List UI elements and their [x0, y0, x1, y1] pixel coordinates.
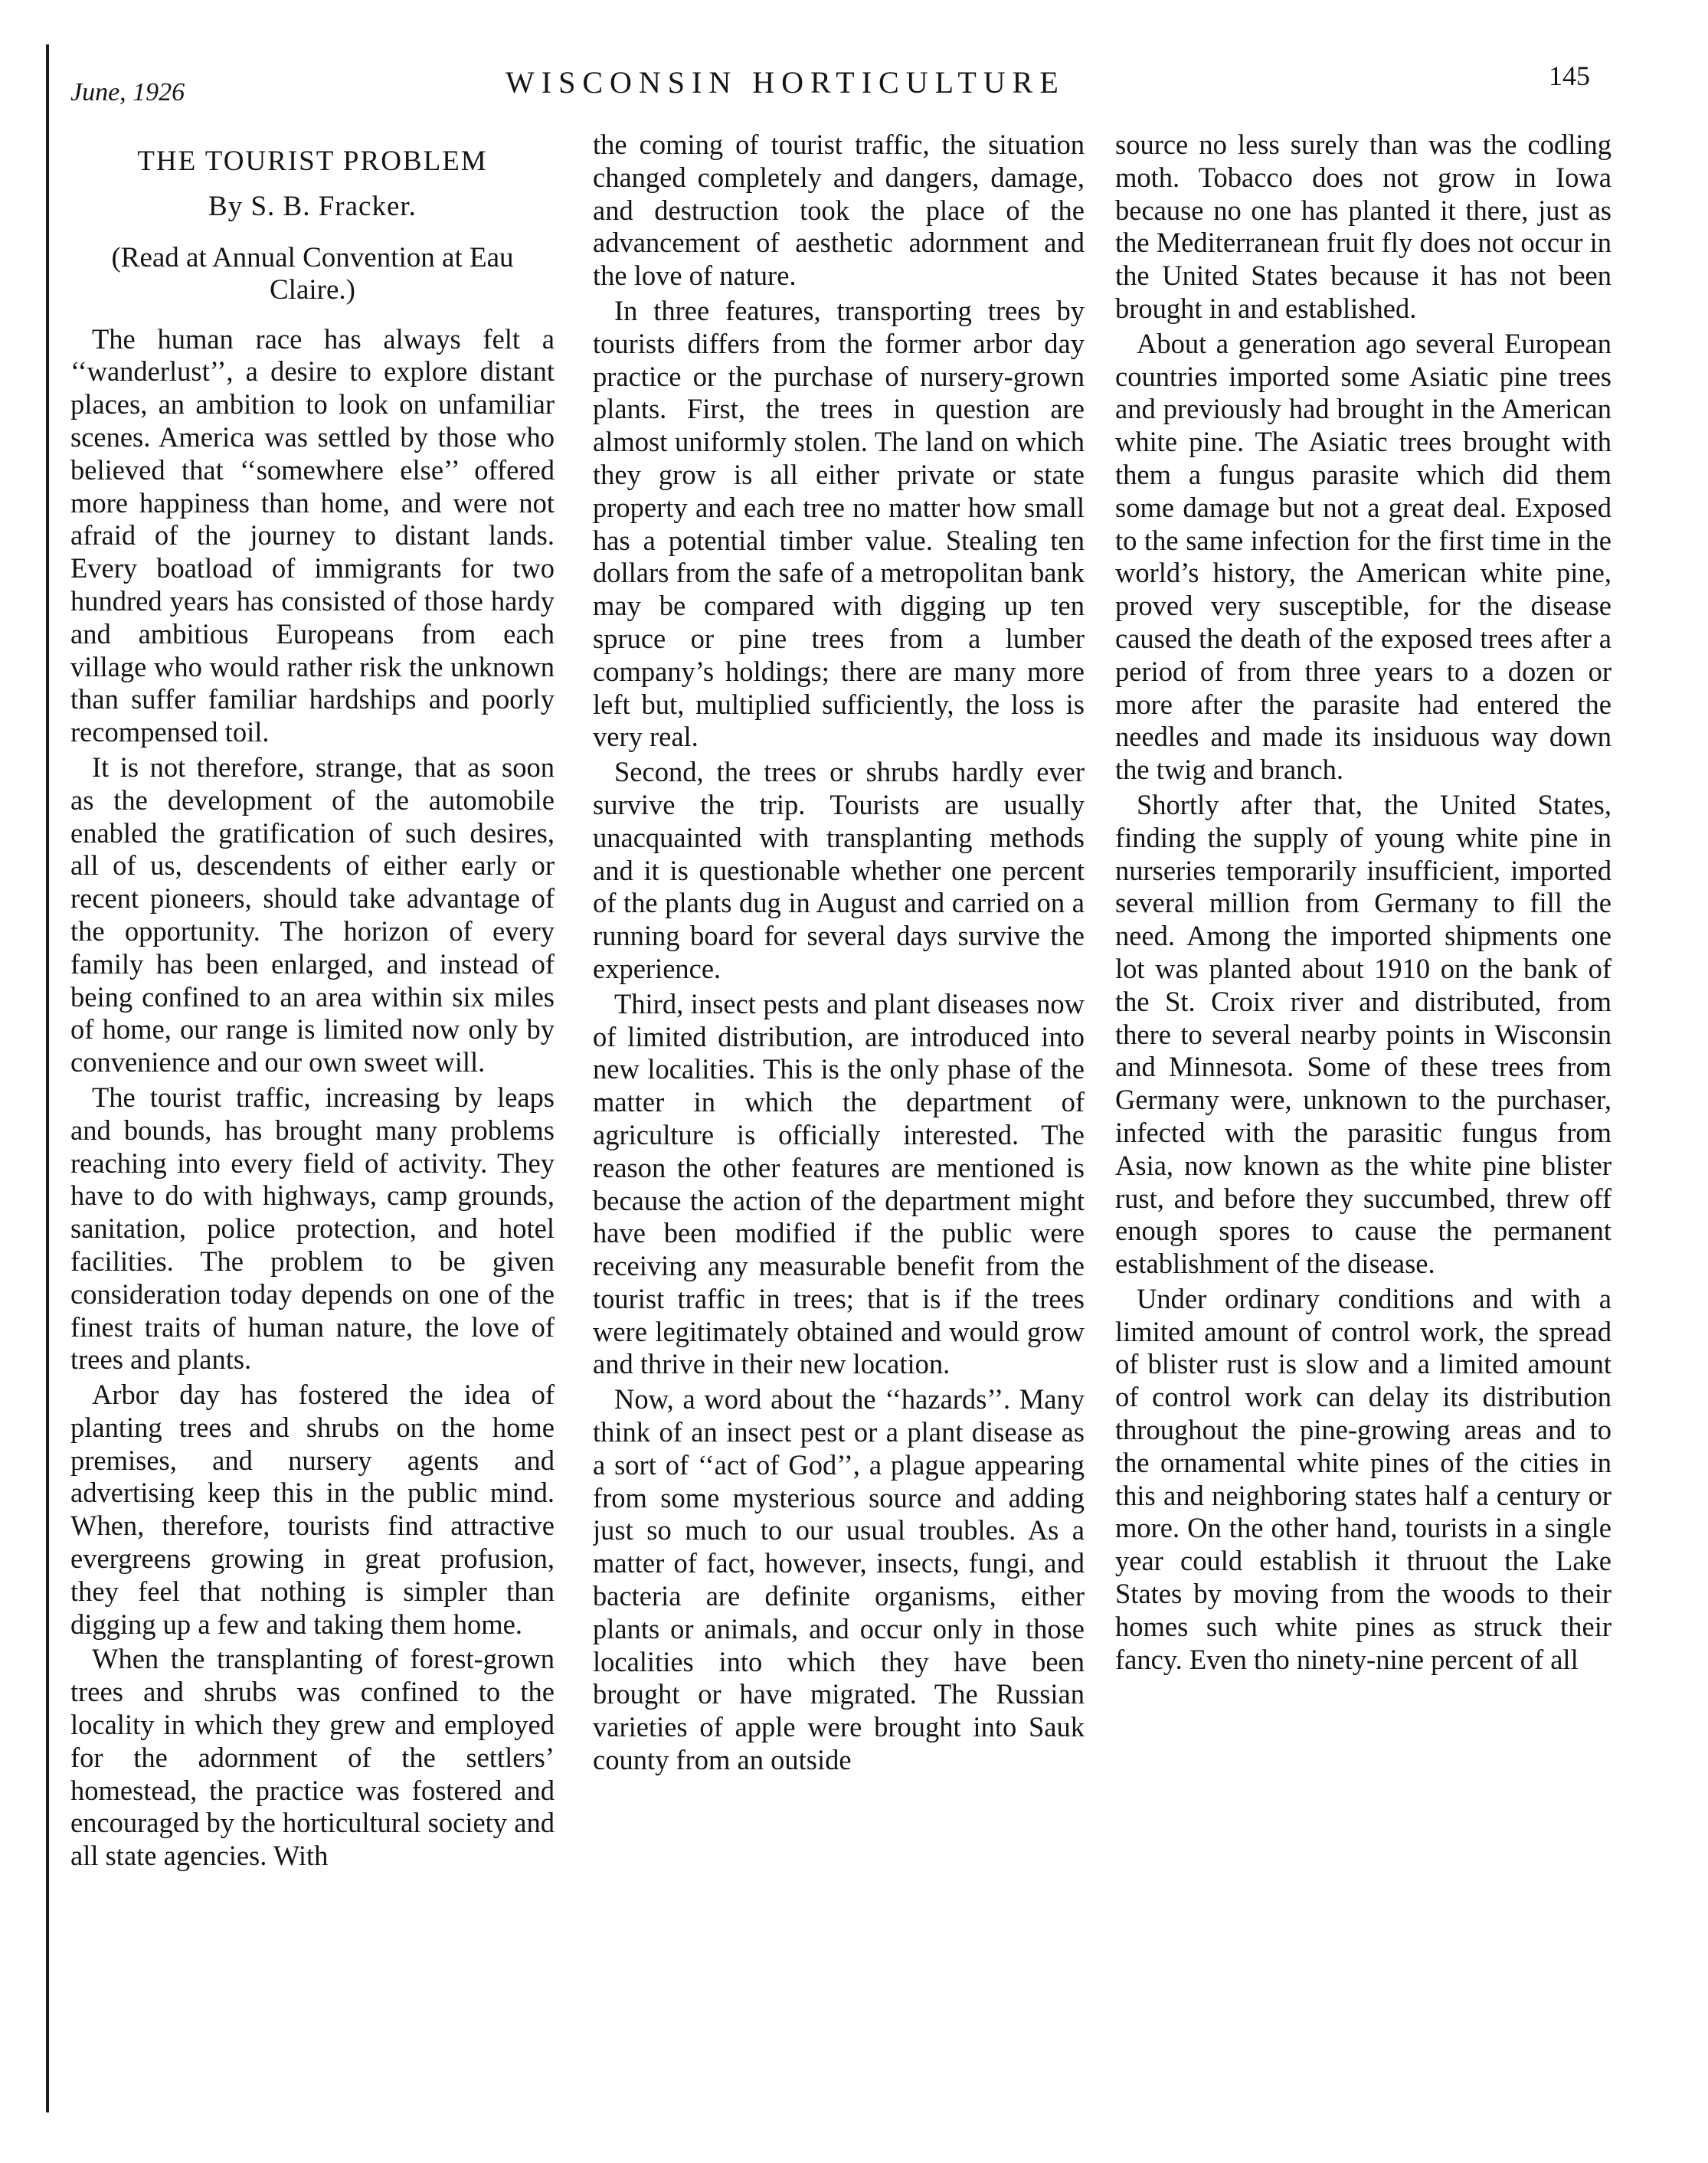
- paragraph: The human race has always felt a ‘‘wanderlust’’, a desire to explore distant places, an ambition to look on unfamiliar scenes. America was settled by those who believed that ‘‘somewhere else’’ offered more happiness than home, and were not afraid of the journey to distant lands. Every boatload of immigrants for two hundred years has consisted of those hardy and ambitious Europeans from each village who would rather risk the unknown than suffer familiar hardships and poorly recompensed toil.: [70, 322, 555, 748]
- text-column-3: [1115, 129, 1611, 2105]
- text-column-1: [70, 129, 555, 2105]
- running-head: [0, 54, 1708, 123]
- text-column-2: [593, 129, 1085, 2105]
- article-read-note: (Read at Annual Convention at Eau Claire.): [111, 241, 514, 306]
- paragraph: In three features, transporting trees by tourists differs from the former arbor day practice or the purchase of nursery-grown plants. First, the trees in question are almost uniformly stolen. The land on which they grow is all either private or state property and each tree no matter how small has a potential timber value. Stealing ten dollars from the safe of a metropolitan bank may be compared with digging up ten spruce or pine trees from a lumber company’s holdings; there are many more left but, multiplied sufficiently, the loss is very real.: [593, 294, 1085, 753]
- paragraph: When the transplanting of forest-grown trees and shrubs was confined to the locality in which they grew and employed for the adornment of the settlers’ homestead, the practice was fostered and encouraged by the horticultural society and all state agencies. With: [70, 1643, 555, 1872]
- paragraph: Shortly after that, the United States, finding the supply of young white pine in nurseries temporarily insufficient, imported several million from Germany to fill the need. Among the imported shipments one lot was planted about 1910 on the bank of the St. Croix river and distributed, from there to several nearby points in Wisconsin and Minnesota. Some of these trees from Germany were, unknown to the purchaser, infected with the parasitic fungus from Asia, now known as the white pine blister rust, and before they succumbed, threw off enough spores to cause the permanent establishment of the disease.: [1115, 788, 1611, 1280]
- article-title: THE TOURIST PROBLEM: [137, 146, 488, 177]
- page-binding-rule: [46, 44, 49, 2112]
- article-byline: By S. B. Fracker.: [208, 190, 417, 222]
- paragraph: the coming of tourist traffic, the situation changed completely and dangers, damage, and destruction took the place of the advancement of aesthetic adornment and the love of nature.: [593, 129, 1085, 292]
- paragraph: source no less surely than was the codling moth. Tobacco does not grow in Iowa because no one has planted it there, just as the Mediterranean fruit fly does not occur in the United States because it has not been brought in and established.: [1115, 129, 1611, 324]
- paragraph: About a generation ago several European countries imported some Asiatic pine trees and previously had brought in the American white pine. The Asiatic trees brought with them a fungus parasite which did them some damage but not a great deal. Exposed to the same infection for the first time in the world’s history, the American white pine, proved very susceptible, for the disease caused the death of the exposed trees after a period of from three years to a dozen or more after the parasite had entered the needles and made its insiduous way down the twig and branch.: [1115, 327, 1611, 786]
- paragraph: The tourist traffic, increasing by leaps and bounds, has brought many problems reaching into every field of activity. They have to do with highways, camp grounds, sanitation, police protection, and hotel facilities. The problem to be given consideration today depends on one of the finest traits of human nature, the love of trees and plants.: [70, 1081, 555, 1376]
- paragraph: Arbor day has fostered the idea of planting trees and shrubs on the home premises, and nursery agents and advertising keep this in the public mind. When, therefore, tourists find attractive evergreens growing in great profusion, they feel that nothing is simpler than digging up a few and taking them home.: [70, 1379, 555, 1640]
- paragraph: Now, a word about the ‘‘hazards’’. Many think of an insect pest or a plant disease as a sort of ‘‘act of God’’, a plague appearing from some mysterious source and adding just so much to our usual troubles. As a matter of fact, however, insects, fungi, and bacteria are definite organisms, either plants or animals, and occur only in those localities into which they have been brought or have migrated. The Russian varieties of apple were brought into Sauk county from an outside: [593, 1383, 1085, 1776]
- issue-date: June, 1926: [70, 78, 185, 106]
- journal-title: WISCONSIN HORTICULTURE: [506, 65, 1065, 100]
- paragraph: Third, insect pests and plant diseases now of limited distribution, are introduced into new localities. This is the only phase of the matter in which the department of agriculture is officially interested. The reason the other features are mentioned is because the action of the department might have been modified if the public were receiving any measurable benefit from the tourist traffic in trees; that is if the trees were legitimately obtained and would grow and thrive in their new location.: [593, 987, 1085, 1380]
- paragraph: Second, the trees or shrubs hardly ever survive the trip. Tourists are usually unacquainted with transplanting methods and it is questionable whether one percent of the plants dug in August and carried on a running board for several days survive the experience.: [593, 756, 1085, 984]
- page-number: 145: [1549, 61, 1590, 91]
- paragraph: Under ordinary conditions and with a limited amount of control work, the spread of blister rust is slow and a limited amount of control work can delay its distribution throughout the pine-growing areas and to the ornamental white pines of the cities in this and neighboring states half a century or more. On the other hand, tourists in a single year could establish it thruout the Lake States by moving from the woods to their homes such white pines as struck their fancy. Even tho ninety-nine percent of all: [1115, 1282, 1611, 1675]
- paragraph: It is not therefore, strange, that as soon as the development of the automobile enabled the gratification of such desires, all of us, descendents of either early or recent pioneers, should take advantage of the opportunity. The horizon of every family has been enlarged, and instead of being confined to an area within six miles of home, our range is limited now only by convenience and our own sweet will.: [70, 751, 555, 1078]
